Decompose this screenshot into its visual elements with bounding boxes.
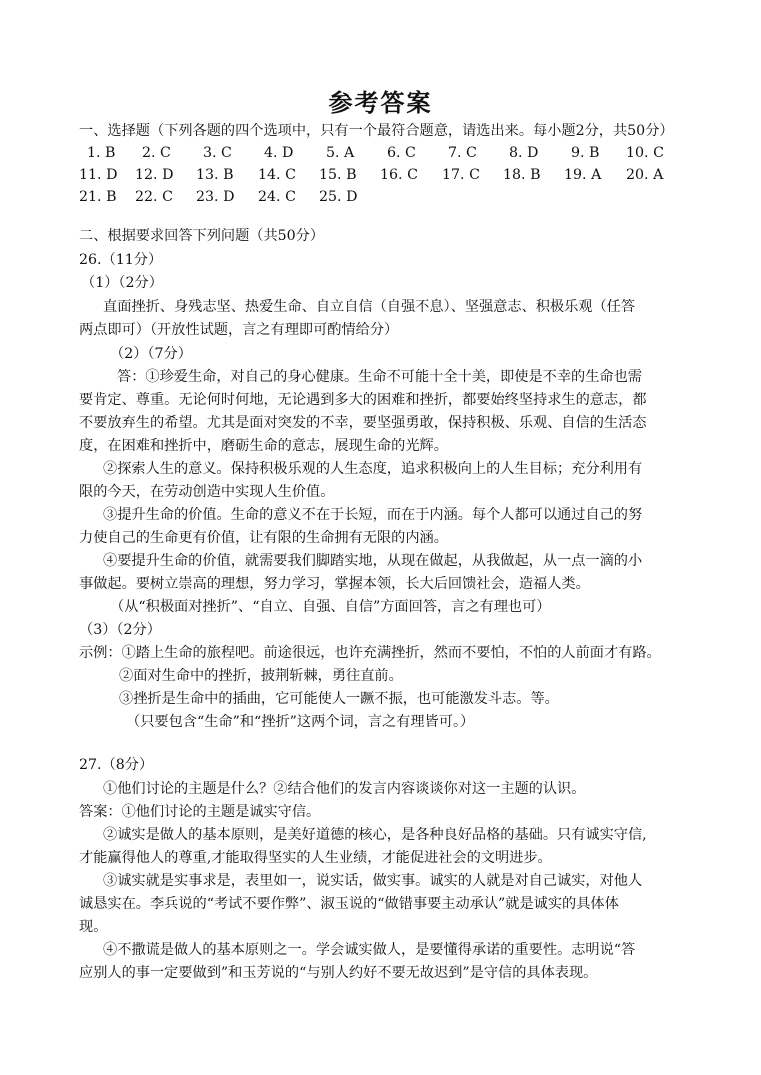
q27-answer-text: 应别人的事一定要做到”和玉芳说的“与别人约好不要无故迟到”是守信的具体表现。 bbox=[79, 965, 598, 981]
q26-part3-note: （只要包含“生命”和“挫折”这两个词，言之有理皆可。） bbox=[126, 714, 475, 730]
answer-item: 21. B bbox=[79, 189, 117, 205]
q26-part2-text: 事做起。要树立崇高的理想，努力学习，掌握本领，长大后回馈社会，造福人类。 bbox=[79, 576, 590, 592]
answer-item: 7. C bbox=[448, 145, 477, 161]
answer-item: 18. B bbox=[503, 167, 541, 183]
q26-part3-label: （3）（2分） bbox=[79, 622, 161, 638]
section1-heading: 一、选择题（下列各题的四个选项中，只有一个最符合题意，请选出来。每小题2分，共50分） bbox=[79, 123, 674, 139]
q26-part3-text: ③挫折是生命中的插曲，它可能使人一蹶不振，也可能激发斗志。等。 bbox=[119, 691, 559, 707]
answer-item: 23. D bbox=[196, 189, 235, 205]
q26-part2-label: （2）（7分） bbox=[110, 346, 192, 362]
q27-answer-text: ③诚实就是实事求是，表里如一，说实话，做实事。诚实的人就是对自己诚实，对他人 bbox=[103, 873, 643, 889]
q27-answer-text: 答案：①他们讨论的主题是诚实守信。 bbox=[79, 804, 321, 820]
q26-part2-text: ②探索人生的意义。保持积极乐观的人生态度，追求积极向上的人生目标；充分利用有 bbox=[103, 461, 643, 477]
answer-item: 6. C bbox=[387, 145, 416, 161]
answer-item: 10. C bbox=[626, 145, 664, 161]
q26-part2-text: 度，在困难和挫折中，磨砺生命的意志，展现生命的光辉。 bbox=[79, 438, 448, 454]
q26-part1-label: （1）（2分） bbox=[81, 275, 163, 291]
q26-part1-answer: 直面挫折、身残志坚、热爱生命、自立自信（自强不息）、坚强意志、积极乐观（任答 bbox=[103, 299, 636, 315]
q26-part2-note: （从“积极面对挫折”、“自立、自强、自信”方面回答，言之有理也可） bbox=[110, 599, 551, 615]
q27-answer-text: ④不撒谎是做人的基本原则之一。学会诚实做人，是要懂得承诺的重要性。志明说“答 bbox=[103, 942, 636, 958]
q26-part2-text: 力使自己的生命更有价值，让有限的生命拥有无限的内涵。 bbox=[79, 530, 448, 546]
answer-item: 9. B bbox=[571, 145, 600, 161]
q27-answer-text: 才能赢得他人的尊重,才能取得坚实的人生业绩，才能促进社会的文明进步。 bbox=[79, 850, 552, 866]
answer-item: 20. A bbox=[626, 167, 664, 183]
q26-label: 26.（11分） bbox=[79, 252, 163, 268]
q26-part2-text: 限的今天，在劳动创造中实现人生价值。 bbox=[79, 484, 335, 500]
q26-part3-text: 示例：①踏上生命的旅程吧。前途很远，也许充满挫折，然而不要怕，不怕的人前面才有路。 bbox=[79, 645, 661, 661]
q26-part2-text: 不要放弃生的希望。尤其是面对突发的不幸，要坚强勇敢，保持积极、乐观、自信的生活态 bbox=[79, 415, 647, 431]
answer-item: 19. A bbox=[564, 167, 602, 183]
answer-item: 8. D bbox=[509, 145, 539, 161]
answer-item: 24. C bbox=[258, 189, 296, 205]
answer-item: 12. D bbox=[135, 167, 174, 183]
answer-item: 5. A bbox=[326, 145, 355, 161]
answer-item: 13. B bbox=[196, 167, 234, 183]
answer-item: 3. C bbox=[203, 145, 232, 161]
answer-item: 15. B bbox=[319, 167, 357, 183]
answer-item: 11. D bbox=[79, 167, 118, 183]
q26-part2-text: 答：①珍爱生命，对自己的身心健康。生命不可能十全十美，即使是不幸的生命也需 bbox=[117, 369, 642, 385]
q26-part2-text: 要肯定、尊重。无论何时何地，无论遇到多大的困难和挫折，都要始终坚持求生的意志，都 bbox=[79, 392, 647, 408]
q27-answer-text: ②诚实是做人的基本原则，是美好道德的核心，是各种良好品格的基础。只有诚实守信, bbox=[103, 827, 647, 843]
section2-heading: 二、根据要求回答下列问题（共50分） bbox=[79, 228, 325, 244]
q27-label: 27.（8分） bbox=[79, 757, 154, 773]
answer-item: 25. D bbox=[319, 189, 358, 205]
q26-part3-text: ②面对生命中的挫折，披荆斩棘，勇往直前。 bbox=[119, 668, 403, 684]
q26-part1-answer: 两点即可）（开放性试题，言之有理即可酌情给分） bbox=[79, 322, 399, 338]
q26-part2-text: ③提升生命的价值。生命的意义不在于长短，而在于内涵。每个人都可以通过自己的努 bbox=[103, 507, 643, 523]
answer-item: 17. C bbox=[442, 167, 480, 183]
q27-question: ①他们讨论的主题是什么？②结合他们的发言内容谈谈你对这一主题的认识。 bbox=[103, 781, 586, 797]
answer-item: 14. C bbox=[258, 167, 296, 183]
q27-answer-text: 现。 bbox=[79, 919, 108, 935]
answer-item: 16. C bbox=[380, 167, 418, 183]
q27-answer-text: 诚恳实在。李兵说的“考试不要作弊”、淑玉说的“做错事要主动承认”就是诚实的具体体 bbox=[79, 896, 619, 912]
q26-part2-text: ④要提升生命的价值，就需要我们脚踏实地，从现在做起，从我做起，从一点一滴的小 bbox=[103, 553, 643, 569]
answer-item: 22. C bbox=[135, 189, 173, 205]
answer-item: 4. D bbox=[264, 145, 294, 161]
page-title: 参考答案 bbox=[328, 89, 433, 117]
answer-item: 2. C bbox=[142, 145, 171, 161]
answer-item: 1. B bbox=[87, 145, 116, 161]
